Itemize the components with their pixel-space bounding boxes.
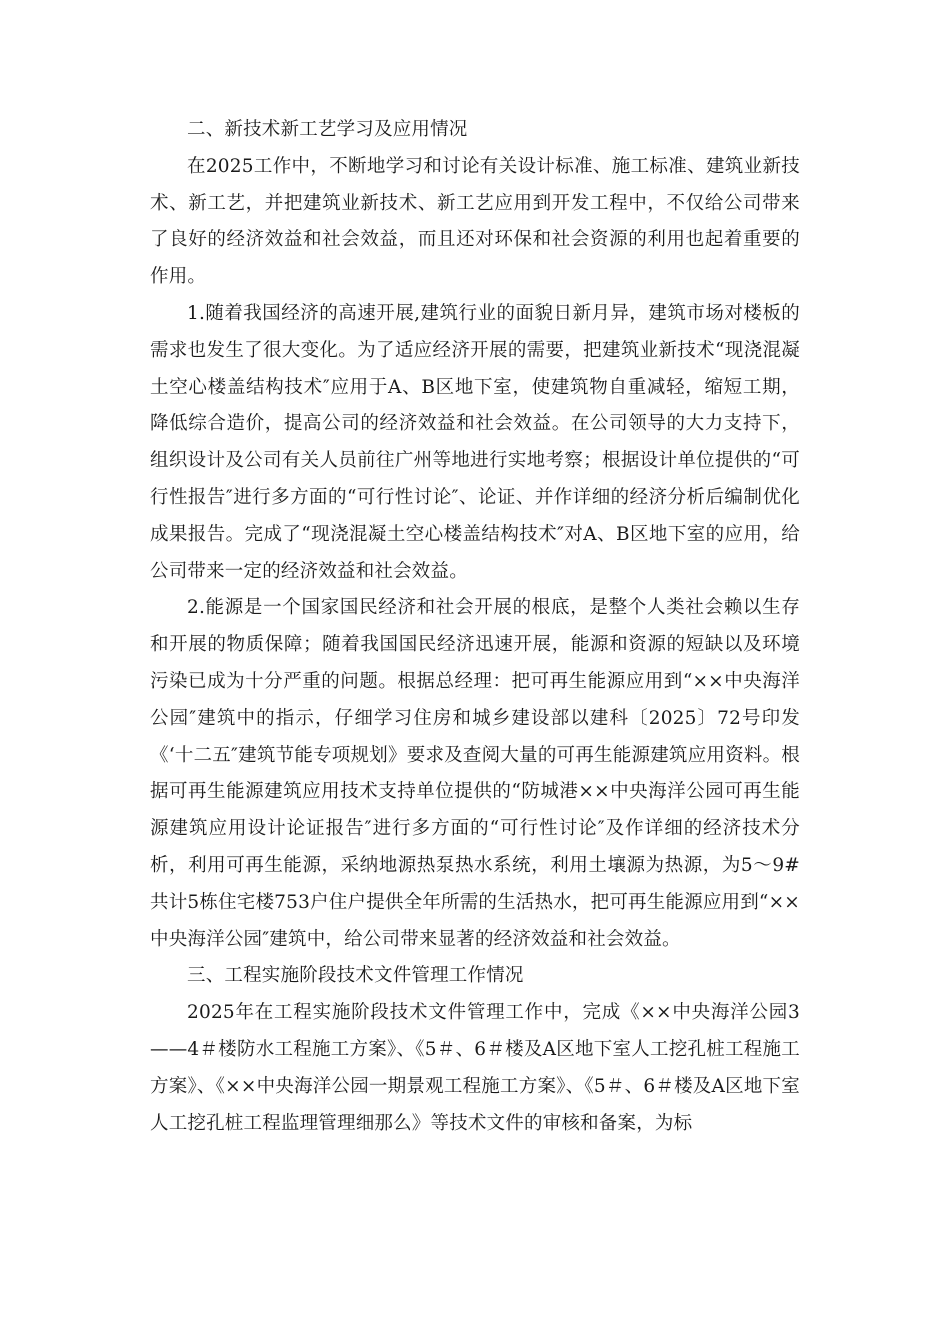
section-heading-technical-documents: 三、工程实施阶段技术文件管理工作情况: [187, 965, 524, 987]
section-heading-new-technology: 二、新技术新工艺学习及应用情况: [187, 119, 468, 140]
paragraph-intro-2025: 在2025工作中，不断地学习和讨论有关设计标准、施工标准、建筑业新技术、新工艺，并把建筑业新技术、新工艺应用到开发工程中，不仅给公司带来了良好的经济效益和社会效益，而且还对环保和社会资源的利用也起着重要的作用。: [150, 155, 800, 288]
document-page: [150, 112, 800, 1142]
paragraph-technical-documents-2025: 2025年在工程实施阶段技术文件管理工作中，完成《××中央海洋公园3——4＃楼防水工程施工方案》、《5＃、6＃楼及A区地下室人工挖孔桩工程施工方案》、《××中央海洋公园一期景观工程施工方案》、《5＃、6＃楼及A区地下室人工挖孔桩工程监理管理细那么》等技术文件的审核和备案，为标: [150, 1002, 800, 1134]
paragraph-item-2-renewable-energy: 2.能源是一个国家国民经济和社会开展的根底，是整个人类社会赖以生存和开展的物质保障；随着我国国民经济迅速开展，能源和资源的短缺以及环境污染已成为十分严重的问题。根据总经理：把可再生能源应用到“××中央海洋公园″建筑中的指示，仔细学习住房和城乡建设部以建科〔2025〕72号印发《‘十二五″建筑节能专项规划》要求及查阅大量的可再生能源建筑应用资料。根据可再生能源建筑应用技术支持单位提供的“防城港××中央海洋公园可再生能源建筑应用设计论证报告″进行多方面的“可行性讨论″及作详细的经济技术分析，利用可再生能源，采纳地源热泵热水系统，利用土壤源为热源，为5～9#共计5栋住宅楼753户住户提供全年所需的生活热水，把可再生能源应用到“××中央海洋公园″建筑中，给公司带来显著的经济效益和社会效益。: [150, 597, 800, 950]
paragraph-item-1-hollow-floor: 1.随着我国经济的高速开展,建筑行业的面貌日新月异，建筑市场对楼板的需求也发生了很大变化。为了适应经济开展的需要，把建筑业新技术“现浇混凝土空心楼盖结构技术″应用于A、B区地下室，使建筑物自重减轻，缩短工期，降低综合造价，提高公司的经济效益和社会效益。在公司领导的大力支持下，组织设计及公司有关人员前往广州等地进行实地考察；根据设计单位提供的“可行性报告″进行多方面的“可行性讨论″、论证、并作详细的经济分析后编制优化成果报告。完成了“现浇混凝土空心楼盖结构技术″对A、B区地下室的应用，给公司带来一定的经济效益和社会效益。: [150, 302, 800, 582]
